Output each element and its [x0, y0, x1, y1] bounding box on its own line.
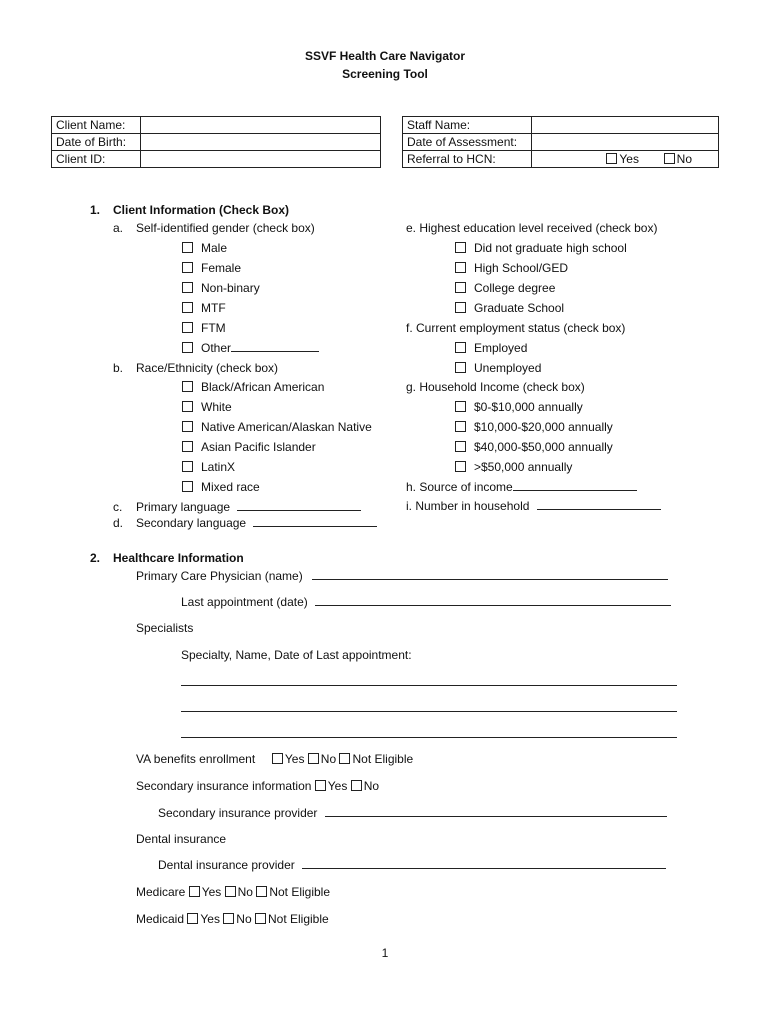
income-checkbox[interactable] — [455, 401, 466, 412]
client-name-field[interactable] — [141, 117, 381, 134]
dental-provider-field[interactable] — [302, 858, 666, 869]
specialist-line-1[interactable] — [181, 685, 677, 686]
specialist-line-2[interactable] — [181, 711, 677, 712]
race-option-label: Native American/Alaskan Native — [201, 420, 372, 434]
gender-option — [182, 301, 226, 315]
gender-option-label: MTF — [201, 301, 226, 315]
va-yes-label: Yes — [284, 752, 305, 766]
race-option — [182, 400, 232, 414]
referral-options — [532, 151, 719, 168]
dental-label: Dental insurance — [136, 832, 227, 846]
referral-no-checkbox[interactable] — [664, 153, 675, 164]
household-row — [406, 499, 661, 513]
gender-letter: a. — [113, 221, 124, 235]
primary-language-row — [136, 500, 361, 514]
sec-ins-yes-label: Yes — [327, 779, 348, 793]
specialists-label: Specialists — [136, 621, 194, 635]
income-option-label: $40,000-$50,000 annually — [474, 440, 613, 454]
medicare-yes-checkbox[interactable] — [189, 886, 200, 897]
education-option — [455, 261, 568, 275]
primary-language-label: Primary language — [136, 500, 231, 514]
race-option — [182, 420, 372, 434]
gender-label: Self-identified gender (check box) — [136, 221, 315, 235]
gender-option-label: Female — [201, 261, 242, 275]
gender-option-label: FTM — [201, 321, 226, 335]
gender-option-label: Male — [201, 241, 228, 255]
section2-title: Healthcare Information — [113, 551, 244, 565]
medicaid-yes-label: Yes — [200, 912, 220, 926]
education-label: e. Highest education level received (check box) — [406, 221, 658, 235]
gender-option — [182, 341, 319, 355]
race-option-label: White — [201, 400, 232, 414]
education-option-label: College degree — [474, 281, 556, 295]
employment-checkbox[interactable] — [455, 342, 466, 353]
medicare-row — [136, 885, 330, 899]
client-id-field[interactable] — [141, 151, 381, 168]
gender-option — [182, 321, 226, 335]
race-checkbox[interactable] — [182, 401, 193, 412]
employment-option — [455, 361, 541, 375]
medicaid-no-checkbox[interactable] — [223, 913, 234, 924]
secondary-language-row — [136, 516, 377, 530]
gender-checkbox[interactable] — [182, 302, 193, 313]
education-option-label: Did not graduate high school — [474, 241, 627, 255]
gender-option-label: Other — [201, 341, 232, 355]
source-income-label: h. Source of income — [406, 480, 513, 494]
income-option — [455, 440, 613, 454]
sec-provider-field[interactable] — [325, 806, 667, 817]
sec-ins-no-label: No — [363, 779, 380, 793]
va-not-eligible-checkbox[interactable] — [339, 753, 350, 764]
sec-provider-label: Secondary insurance provider — [158, 806, 318, 820]
dental-provider-label: Dental insurance provider — [158, 858, 295, 872]
form-title: SSVF Health Care Navigator — [304, 49, 466, 63]
education-checkbox[interactable] — [455, 262, 466, 273]
household-field[interactable] — [537, 499, 661, 510]
race-checkbox[interactable] — [182, 441, 193, 452]
secondary-language-letter: d. — [113, 516, 124, 530]
gender-other-field[interactable] — [231, 341, 319, 352]
medicaid-no-label: No — [236, 912, 252, 926]
section1-number: 1. — [90, 203, 101, 217]
gender-checkbox[interactable] — [182, 322, 193, 333]
secondary-language-label: Secondary language — [136, 516, 247, 530]
primary-language-letter: c. — [113, 500, 123, 514]
referral-label: Referral to HCN: — [403, 151, 532, 168]
staff-name-label: Staff Name: — [403, 117, 532, 134]
race-option — [182, 460, 235, 474]
income-option-label: $10,000-$20,000 annually — [474, 420, 613, 434]
household-label: i. Number in household — [406, 499, 530, 513]
medicare-no-checkbox[interactable] — [225, 886, 236, 897]
gender-option — [182, 281, 260, 295]
income-option-label: >$50,000 annually — [474, 460, 573, 474]
medicaid-label: Medicaid — [136, 912, 185, 926]
medicare-not-eligible-checkbox[interactable] — [256, 886, 267, 897]
race-option — [182, 480, 260, 494]
client-name-label: Client Name: — [52, 117, 141, 134]
last-appt-row — [181, 595, 671, 609]
source-income-row — [406, 480, 637, 494]
race-checkbox[interactable] — [182, 421, 193, 432]
race-label: Race/Ethnicity (check box) — [136, 361, 279, 375]
education-option-label: High School/GED — [474, 261, 569, 275]
employment-option-label: Employed — [474, 341, 528, 355]
va-not-eligible-label: Not Eligible — [352, 752, 414, 766]
last-appt-field[interactable] — [315, 595, 671, 606]
date-assessment-label: Date of Assessment: — [403, 134, 532, 151]
gender-checkbox[interactable] — [182, 262, 193, 273]
va-yes-checkbox[interactable] — [272, 753, 283, 764]
secondary-language-field[interactable] — [253, 516, 377, 527]
sec-ins-row — [136, 779, 379, 793]
income-option-label: $0-$10,000 annually — [474, 400, 583, 414]
section2-number: 2. — [90, 551, 101, 565]
education-checkbox[interactable] — [455, 302, 466, 313]
medicaid-not-eligible-label: Not Eligible — [267, 912, 329, 926]
race-option-label: Mixed race — [201, 480, 260, 494]
form-subtitle: Screening Tool — [342, 67, 428, 81]
specialist-line-3[interactable] — [181, 737, 677, 738]
medicare-yes-label: Yes — [201, 885, 222, 899]
race-option — [182, 380, 324, 394]
income-label: g. Household Income (check box) — [406, 380, 585, 394]
gender-option — [182, 241, 227, 255]
income-checkbox[interactable] — [455, 421, 466, 432]
pcp-field[interactable] — [312, 569, 668, 580]
client-info-table — [51, 116, 381, 168]
gender-option-label: Non-binary — [201, 281, 260, 295]
income-option — [455, 460, 572, 474]
dob-field[interactable] — [141, 134, 381, 151]
income-option — [455, 420, 613, 434]
race-checkbox[interactable] — [182, 481, 193, 492]
specialty-label: Specialty, Name, Date of Last appointment: — [181, 648, 412, 662]
va-label: VA benefits enrollment — [136, 752, 256, 766]
page-number: 1 — [381, 946, 389, 960]
income-option — [455, 400, 583, 414]
education-option — [455, 301, 564, 315]
income-checkbox[interactable] — [455, 461, 466, 472]
employment-checkbox[interactable] — [455, 362, 466, 373]
education-option-label: Graduate School — [474, 301, 565, 315]
dental-provider-row — [158, 858, 666, 872]
staff-name-field[interactable] — [532, 117, 719, 134]
race-option — [182, 440, 316, 454]
sec-ins-no-checkbox[interactable] — [351, 780, 362, 791]
education-checkbox[interactable] — [455, 282, 466, 293]
education-checkbox[interactable] — [455, 242, 466, 253]
staff-info-table — [402, 116, 719, 168]
medicare-label: Medicare — [136, 885, 186, 899]
referral-yes-label: Yes — [619, 152, 639, 166]
pcp-row — [136, 569, 668, 583]
pcp-label: Primary Care Physician (name) — [136, 569, 303, 583]
va-no-label: No — [320, 752, 337, 766]
race-checkbox[interactable] — [182, 381, 193, 392]
client-id-label: Client ID: — [52, 151, 141, 168]
gender-checkbox[interactable] — [182, 342, 193, 353]
income-checkbox[interactable] — [455, 441, 466, 452]
education-option — [455, 241, 627, 255]
sec-ins-yes-checkbox[interactable] — [315, 780, 326, 791]
source-income-field[interactable] — [513, 480, 637, 491]
education-option — [455, 281, 555, 295]
medicare-not-eligible-label: Not Eligible — [269, 885, 331, 899]
race-checkbox[interactable] — [182, 461, 193, 472]
referral-yes-checkbox[interactable] — [606, 153, 617, 164]
referral-no-label: No — [676, 152, 692, 166]
gender-option — [182, 261, 241, 275]
medicaid-not-eligible-checkbox[interactable] — [255, 913, 266, 924]
race-option-label: Black/African American — [201, 380, 325, 394]
va-no-checkbox[interactable] — [308, 753, 319, 764]
primary-language-field[interactable] — [237, 500, 361, 511]
section1-title: Client Information (Check Box) — [113, 203, 290, 217]
employment-label: f. Current employment status (check box) — [406, 321, 626, 335]
dob-label: Date of Birth: — [52, 134, 141, 151]
employment-option-label: Unemployed — [474, 361, 542, 375]
race-letter: b. — [113, 361, 124, 375]
sec-provider-row — [158, 806, 667, 820]
last-appt-label: Last appointment (date) — [181, 595, 308, 609]
date-assessment-field[interactable] — [532, 134, 719, 151]
race-option-label: LatinX — [201, 460, 236, 474]
medicaid-row — [136, 912, 329, 926]
employment-option — [455, 341, 527, 355]
medicaid-yes-checkbox[interactable] — [187, 913, 198, 924]
gender-checkbox[interactable] — [182, 242, 193, 253]
sec-ins-label: Secondary insurance information — [136, 779, 312, 793]
medicare-no-label: No — [237, 885, 253, 899]
gender-checkbox[interactable] — [182, 282, 193, 293]
race-option-label: Asian Pacific Islander — [201, 440, 316, 454]
va-row — [136, 752, 413, 766]
